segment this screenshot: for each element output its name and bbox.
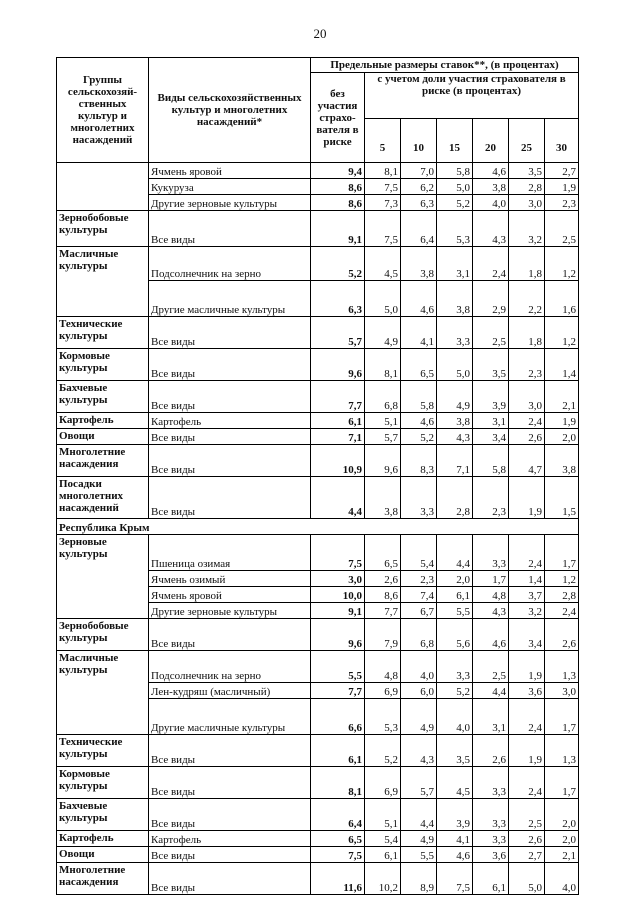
- table-header: [57, 58, 579, 163]
- rate-base-cell: 11,6: [311, 863, 365, 895]
- table-row: [57, 535, 579, 571]
- header-pct-10: 10: [401, 119, 437, 163]
- rate-cell: 6,8: [365, 381, 401, 413]
- header-with-share: с учетом доли участия страхователя в риске (в процентах): [365, 73, 579, 119]
- rate-cell: 6,9: [365, 683, 401, 699]
- rate-cell: 4,3: [473, 603, 509, 619]
- group-cell: Технические культуры: [57, 317, 149, 349]
- rate-cell: 3,6: [509, 683, 545, 699]
- rate-cell: 4,1: [437, 831, 473, 847]
- rate-cell: 2,7: [545, 163, 579, 179]
- table-row: [57, 619, 579, 651]
- group-cell: Бахчевые культуры: [57, 799, 149, 831]
- insurance-rates-table: [56, 57, 579, 895]
- rate-cell: 3,1: [473, 413, 509, 429]
- rate-cell: 2,4: [473, 247, 509, 281]
- rate-cell: 4,3: [437, 429, 473, 445]
- rate-base-cell: 8,1: [311, 767, 365, 799]
- kind-cell: Подсолнечник на зерно: [149, 247, 311, 281]
- rate-cell: 1,3: [545, 735, 579, 767]
- rate-cell: 3,5: [473, 349, 509, 381]
- rate-cell: 3,3: [473, 535, 509, 571]
- rate-cell: 4,8: [365, 651, 401, 683]
- kind-cell: Все виды: [149, 735, 311, 767]
- rate-cell: 5,2: [365, 735, 401, 767]
- rate-cell: 1,9: [509, 735, 545, 767]
- group-cell: Зернобобовые культуры: [57, 211, 149, 247]
- rate-cell: 4,5: [437, 767, 473, 799]
- rate-cell: 5,8: [401, 381, 437, 413]
- group-cell: Посадки многолетних насаждений: [57, 477, 149, 519]
- group-cell: Многолетние насаждения: [57, 445, 149, 477]
- rate-cell: 3,1: [437, 247, 473, 281]
- rate-cell: 4,3: [401, 735, 437, 767]
- rate-cell: 4,6: [437, 847, 473, 863]
- rate-cell: 4,6: [401, 413, 437, 429]
- kind-cell: Все виды: [149, 477, 311, 519]
- rate-base-cell: 9,1: [311, 211, 365, 247]
- rate-cell: 8,1: [365, 349, 401, 381]
- rate-cell: 4,0: [401, 651, 437, 683]
- rate-cell: 2,5: [509, 799, 545, 831]
- rate-cell: 3,4: [473, 429, 509, 445]
- group-cell: Зерновые культуры: [57, 535, 149, 619]
- kind-cell: Другие масличные культуры: [149, 281, 311, 317]
- rate-cell: 2,5: [545, 211, 579, 247]
- rate-cell: 1,2: [545, 317, 579, 349]
- group-cell: Масличные культуры: [57, 247, 149, 317]
- rate-base-cell: 9,1: [311, 603, 365, 619]
- rate-cell: 7,1: [437, 445, 473, 477]
- rate-cell: 4,4: [473, 683, 509, 699]
- group-cell: Масличные культуры: [57, 651, 149, 735]
- table-row: [57, 445, 579, 477]
- table-row: [57, 317, 579, 349]
- rate-cell: 1,3: [545, 651, 579, 683]
- rate-cell: 2,3: [545, 195, 579, 211]
- header-pct-15: 15: [437, 119, 473, 163]
- rate-cell: 5,7: [365, 429, 401, 445]
- rate-base-cell: 9,4: [311, 163, 365, 179]
- rate-cell: 5,2: [401, 429, 437, 445]
- rate-cell: 2,0: [545, 831, 579, 847]
- rate-base-cell: 10,0: [311, 587, 365, 603]
- rate-cell: 6,0: [401, 683, 437, 699]
- rate-cell: 3,2: [509, 603, 545, 619]
- rate-cell: 3,2: [509, 211, 545, 247]
- rate-cell: 2,6: [509, 831, 545, 847]
- rate-cell: 4,0: [545, 863, 579, 895]
- rate-base-cell: 4,4: [311, 477, 365, 519]
- kind-cell: Все виды: [149, 317, 311, 349]
- rate-cell: 8,9: [401, 863, 437, 895]
- rate-base-cell: 6,1: [311, 413, 365, 429]
- kind-cell: Другие зерновые культуры: [149, 195, 311, 211]
- rate-cell: 1,9: [509, 651, 545, 683]
- rate-cell: 3,3: [473, 799, 509, 831]
- kind-cell: Все виды: [149, 381, 311, 413]
- rate-cell: 1,7: [545, 535, 579, 571]
- rate-cell: 4,9: [401, 699, 437, 735]
- kind-cell: Все виды: [149, 619, 311, 651]
- rate-cell: 5,0: [437, 179, 473, 195]
- rate-cell: 6,5: [365, 535, 401, 571]
- rate-cell: 3,8: [545, 445, 579, 477]
- rate-cell: 4,4: [437, 535, 473, 571]
- rate-cell: 2,8: [509, 179, 545, 195]
- rate-cell: 7,5: [365, 179, 401, 195]
- rate-cell: 4,4: [401, 799, 437, 831]
- rate-cell: 3,8: [437, 281, 473, 317]
- kind-cell: Картофель: [149, 831, 311, 847]
- rate-cell: 10,2: [365, 863, 401, 895]
- rate-cell: 6,9: [365, 767, 401, 799]
- rate-cell: 3,8: [437, 413, 473, 429]
- rate-cell: 1,9: [509, 477, 545, 519]
- rate-cell: 5,1: [365, 413, 401, 429]
- rate-cell: 3,8: [401, 247, 437, 281]
- kind-cell: Подсолнечник на зерно: [149, 651, 311, 683]
- rate-cell: 2,9: [473, 281, 509, 317]
- header-no-share: без участия страхо-вателя в риске: [311, 73, 365, 163]
- rate-base-cell: 6,4: [311, 799, 365, 831]
- header-pct-25: 25: [509, 119, 545, 163]
- kind-cell: Ячмень яровой: [149, 163, 311, 179]
- rate-cell: 2,6: [509, 429, 545, 445]
- rate-cell: 6,1: [365, 847, 401, 863]
- rate-cell: 2,0: [545, 429, 579, 445]
- rate-cell: 3,3: [401, 477, 437, 519]
- rate-cell: 5,3: [365, 699, 401, 735]
- rate-cell: 7,5: [437, 863, 473, 895]
- kind-cell: Лен-кудряш (масличный): [149, 683, 311, 699]
- rate-cell: 3,0: [545, 683, 579, 699]
- rate-cell: 2,4: [509, 699, 545, 735]
- rate-cell: 2,5: [473, 651, 509, 683]
- table-row: [57, 831, 579, 847]
- rate-cell: 4,9: [437, 381, 473, 413]
- kind-cell: Все виды: [149, 847, 311, 863]
- rate-base-cell: 6,1: [311, 735, 365, 767]
- kind-cell: Все виды: [149, 429, 311, 445]
- rate-cell: 3,4: [509, 619, 545, 651]
- kind-cell: Все виды: [149, 799, 311, 831]
- rate-base-cell: 9,6: [311, 349, 365, 381]
- rate-cell: 1,8: [509, 317, 545, 349]
- rate-cell: 4,7: [509, 445, 545, 477]
- rate-cell: 2,5: [473, 317, 509, 349]
- rate-cell: 3,1: [473, 699, 509, 735]
- rate-cell: 3,3: [473, 831, 509, 847]
- table-row: [57, 247, 579, 281]
- kind-cell: Пшеница озимая: [149, 535, 311, 571]
- rate-cell: 1,4: [545, 349, 579, 381]
- rate-cell: 2,1: [545, 847, 579, 863]
- rate-cell: 6,3: [401, 195, 437, 211]
- rate-cell: 2,8: [437, 477, 473, 519]
- rate-cell: 5,4: [365, 831, 401, 847]
- rate-cell: 6,2: [401, 179, 437, 195]
- rate-cell: 4,3: [473, 211, 509, 247]
- rate-cell: 5,4: [401, 535, 437, 571]
- rate-cell: 1,7: [545, 767, 579, 799]
- rate-cell: 5,8: [437, 163, 473, 179]
- rate-base-cell: 5,7: [311, 317, 365, 349]
- rate-cell: 2,7: [509, 847, 545, 863]
- rate-cell: 5,2: [437, 683, 473, 699]
- rate-cell: 7,7: [365, 603, 401, 619]
- page-number: 20: [313, 26, 327, 41]
- rate-cell: 2,8: [545, 587, 579, 603]
- header-pct-5: 5: [365, 119, 401, 163]
- rate-cell: 2,4: [545, 603, 579, 619]
- group-cell: Овощи: [57, 847, 149, 863]
- rate-cell: 5,3: [437, 211, 473, 247]
- kind-cell: Ячмень яровой: [149, 587, 311, 603]
- rate-cell: 3,6: [473, 847, 509, 863]
- rate-cell: 8,1: [365, 163, 401, 179]
- rate-cell: 2,6: [545, 619, 579, 651]
- rate-cell: 2,4: [509, 767, 545, 799]
- rate-cell: 5,1: [365, 799, 401, 831]
- rate-cell: 6,7: [401, 603, 437, 619]
- table-row: [57, 767, 579, 799]
- group-cell: Зернобобовые культуры: [57, 619, 149, 651]
- rate-base-cell: 9,6: [311, 619, 365, 651]
- rate-base-cell: 5,5: [311, 651, 365, 683]
- rate-cell: 7,0: [401, 163, 437, 179]
- table-row: [57, 211, 579, 247]
- table-row: [57, 799, 579, 831]
- rate-base-cell: 8,6: [311, 195, 365, 211]
- rate-cell: 1,4: [509, 571, 545, 587]
- header-limits: Предельные размеры ставок**, (в процентах): [311, 58, 579, 73]
- kind-cell: Картофель: [149, 413, 311, 429]
- rate-base-cell: 7,1: [311, 429, 365, 445]
- rate-cell: 4,0: [437, 699, 473, 735]
- rate-cell: 1,5: [545, 477, 579, 519]
- table-row: [57, 413, 579, 429]
- rate-cell: 1,2: [545, 571, 579, 587]
- table-row: [57, 349, 579, 381]
- rate-cell: 3,5: [509, 163, 545, 179]
- table-row: [57, 651, 579, 683]
- rate-cell: 4,6: [401, 281, 437, 317]
- rate-cell: 4,8: [473, 587, 509, 603]
- table-row: [57, 163, 579, 179]
- rate-cell: 2,3: [401, 571, 437, 587]
- rate-cell: 4,5: [365, 247, 401, 281]
- rate-cell: 2,1: [545, 381, 579, 413]
- rate-cell: 5,5: [437, 603, 473, 619]
- rate-cell: 5,6: [437, 619, 473, 651]
- table-row: [57, 477, 579, 519]
- rate-cell: 6,8: [401, 619, 437, 651]
- rate-cell: 2,0: [545, 799, 579, 831]
- rate-cell: 5,0: [365, 281, 401, 317]
- table-row: [57, 381, 579, 413]
- rate-cell: 3,8: [473, 179, 509, 195]
- kind-cell: Другие масличные культуры: [149, 699, 311, 735]
- rate-cell: 5,0: [437, 349, 473, 381]
- region-row: [57, 519, 579, 535]
- kind-cell: Все виды: [149, 445, 311, 477]
- rate-cell: 6,4: [401, 211, 437, 247]
- rate-base-cell: 6,5: [311, 831, 365, 847]
- rate-cell: 1,8: [509, 247, 545, 281]
- rate-cell: 5,7: [401, 767, 437, 799]
- rate-cell: 3,0: [509, 381, 545, 413]
- kind-cell: Кукуруза: [149, 179, 311, 195]
- rate-cell: 1,6: [545, 281, 579, 317]
- table-body: [57, 163, 579, 895]
- rate-cell: 4,1: [401, 317, 437, 349]
- rate-cell: 3,0: [509, 195, 545, 211]
- rate-cell: 2,4: [509, 413, 545, 429]
- rate-cell: 9,6: [365, 445, 401, 477]
- rate-cell: 5,2: [437, 195, 473, 211]
- kind-cell: Ячмень озимый: [149, 571, 311, 587]
- rate-cell: 6,1: [473, 863, 509, 895]
- rate-cell: 4,0: [473, 195, 509, 211]
- rate-cell: 6,5: [401, 349, 437, 381]
- rate-cell: 3,7: [509, 587, 545, 603]
- group-cell: Бахчевые культуры: [57, 381, 149, 413]
- rate-cell: 7,5: [365, 211, 401, 247]
- rate-cell: 1,2: [545, 247, 579, 281]
- group-cell: [57, 163, 149, 211]
- rate-cell: 3,3: [473, 767, 509, 799]
- rate-cell: 4,6: [473, 163, 509, 179]
- rate-cell: 1,9: [545, 413, 579, 429]
- rate-cell: 2,6: [473, 735, 509, 767]
- rate-cell: 2,2: [509, 281, 545, 317]
- group-cell: Многолетние насаждения: [57, 863, 149, 895]
- rate-cell: 3,3: [437, 651, 473, 683]
- rate-base-cell: 6,3: [311, 281, 365, 317]
- region-title: Республика Крым: [57, 519, 579, 535]
- kind-cell: Все виды: [149, 863, 311, 895]
- group-cell: Кормовые культуры: [57, 349, 149, 381]
- rate-cell: 5,8: [473, 445, 509, 477]
- rate-cell: 5,5: [401, 847, 437, 863]
- rate-cell: 2,4: [509, 535, 545, 571]
- rate-base-cell: 7,5: [311, 535, 365, 571]
- group-cell: Картофель: [57, 413, 149, 429]
- rate-cell: 3,3: [437, 317, 473, 349]
- rate-cell: 3,8: [365, 477, 401, 519]
- rate-cell: 7,9: [365, 619, 401, 651]
- rate-cell: 8,6: [365, 587, 401, 603]
- table-row: [57, 735, 579, 767]
- rate-base-cell: 7,5: [311, 847, 365, 863]
- table-row: [57, 429, 579, 445]
- kind-cell: Все виды: [149, 767, 311, 799]
- rate-cell: 3,5: [437, 735, 473, 767]
- rate-base-cell: 7,7: [311, 381, 365, 413]
- rate-cell: 5,0: [509, 863, 545, 895]
- group-cell: Картофель: [57, 831, 149, 847]
- rate-cell: 7,3: [365, 195, 401, 211]
- rate-cell: 4,9: [365, 317, 401, 349]
- header-pct-20: 20: [473, 119, 509, 163]
- rate-base-cell: 6,6: [311, 699, 365, 735]
- rate-cell: 7,4: [401, 587, 437, 603]
- rate-base-cell: 8,6: [311, 179, 365, 195]
- rate-cell: 6,1: [437, 587, 473, 603]
- rate-base-cell: 7,7: [311, 683, 365, 699]
- rate-base-cell: 3,0: [311, 571, 365, 587]
- rate-cell: 3,9: [437, 799, 473, 831]
- rate-cell: 2,0: [437, 571, 473, 587]
- group-cell: Овощи: [57, 429, 149, 445]
- table-row: [57, 863, 579, 895]
- rate-cell: 4,6: [473, 619, 509, 651]
- rate-cell: 1,7: [473, 571, 509, 587]
- kind-cell: Другие зерновые культуры: [149, 603, 311, 619]
- table-row: [57, 847, 579, 863]
- rate-cell: 2,6: [365, 571, 401, 587]
- rate-base-cell: 10,9: [311, 445, 365, 477]
- rate-cell: 2,3: [473, 477, 509, 519]
- rate-cell: 1,7: [545, 699, 579, 735]
- header-pct-30: 30: [545, 119, 579, 163]
- rate-cell: 4,9: [401, 831, 437, 847]
- rate-cell: 2,3: [509, 349, 545, 381]
- group-cell: Кормовые культуры: [57, 767, 149, 799]
- header-groups: Группы сельскохозяй-ственных культур и многолетних насаждений: [57, 58, 149, 163]
- rate-cell: 3,9: [473, 381, 509, 413]
- kind-cell: Все виды: [149, 349, 311, 381]
- group-cell: Технические культуры: [57, 735, 149, 767]
- rate-cell: 8,3: [401, 445, 437, 477]
- kind-cell: Все виды: [149, 211, 311, 247]
- header-kinds: Виды сельскохозяйственных культур и многолетних насаждений*: [149, 58, 311, 163]
- rate-base-cell: 5,2: [311, 247, 365, 281]
- rate-cell: 1,9: [545, 179, 579, 195]
